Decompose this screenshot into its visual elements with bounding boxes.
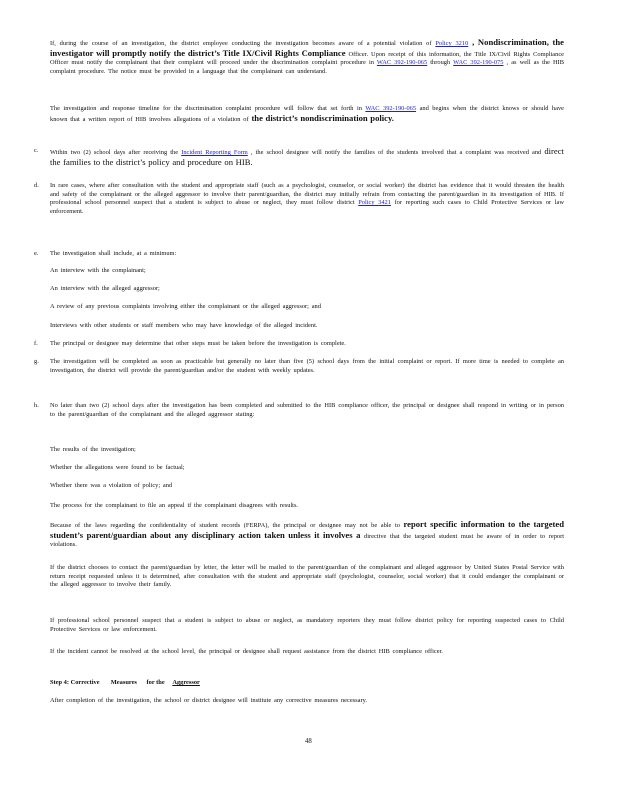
item-g-text: The investigation will be completed as soon as practicable but generally no later than five (5) school days from the initial complaint or report. If more time is needed to complete an investigation, the district will provide the parent/guardian and/or the student with weekly updates. (50, 358, 564, 374)
paragraph-letter: If the district chooses to contact the parent/guardian by letter, the letter will be mailed to the parent/guardian of the complainant and alleged aggressor by United States Postal Service with return receipt requested unless it is determined, after consultation with the student and appropriate staff (psychologist, counselor, social worker) that it could endanger the complainant or the alleged aggressor to involve their family. (50, 564, 564, 589)
text-bold: , Nondiscrimination, the investigator will promptly notify the district’s Title IX/Civil Rights Compliance (50, 37, 564, 58)
bullet-item: Whether the allegations were found to be factual; (50, 464, 185, 471)
item-label-e: e. (34, 250, 39, 257)
wac-392-190-065-link-2[interactable]: WAC 392-190-065 (365, 105, 417, 112)
item-label-f: f. (34, 340, 38, 347)
item-label-h: h. (34, 402, 39, 409)
text: Officer. Upon receipt of this information, the Title IX/Civil Rights Compliance Officer must notify the complainant that their complaint will proceed under the discrimination complaint procedure in (50, 50, 564, 67)
text: through (430, 59, 451, 67)
text: , the school designee will notify the families of the students involved that a complaint was received and (250, 149, 542, 156)
text: Aggressor (172, 679, 200, 686)
page-number: 48 (305, 738, 312, 745)
paragraph-ferpa (50, 520, 564, 550)
policy-3421-link[interactable]: Policy 3421 (358, 199, 391, 207)
policy-3210-link[interactable]: Policy 3210 (435, 40, 469, 47)
bullet-item: An interview with the complainant; (50, 267, 146, 274)
step-4-heading (50, 679, 350, 686)
paragraph-title-ix-notice (50, 38, 564, 76)
text-bold: report specific information to the targeted student’s parent/guardian about any disciplinary action taken unless it involves a (50, 519, 564, 540)
bullet-item: Whether there was a violation of policy; and (50, 482, 173, 489)
text: The investigation and response timeline for the discrimination complaint procedure will follow that set forth in (50, 105, 362, 112)
paragraph-hib-compliance: If the incident cannot be resolved at the school level, the principal or designee shall request assistance from the district HIB compliance officer. (50, 648, 443, 655)
paragraph-mandatory-reporters: If professional school personnel suspect that a student is subject to abuse or neglect, as mandatory reporters they must follow district policy for reporting suspected cases to Child Protective Services or law enforcement. (50, 617, 564, 633)
text: Measures (110, 679, 137, 686)
bullet-item: The results of the investigation; (50, 446, 136, 453)
text: If, during the course of an investigation, the district employee conducting the investigation becomes aware of a potential violation of (50, 40, 432, 47)
text: In rare cases, where after consultation with the student and appropriate staff (such as a psychologist, counselor, or social worker) the district has evidence that it would threaten the health and safety of the complainant or the alleged aggressor to involve their parent/guardian, the district may initially refrain from contacting the parent/guardian in its investigation of HIB. If professional school personnel suspect that a student is subject to abuse or neglect, they must follow district (50, 182, 564, 207)
bullet-item: Interviews with other students or staff members who may have knowledge of the alleged incident. (50, 322, 318, 329)
item-c-text (50, 147, 564, 168)
item-f-text: The principal or designee may determine that other steps must be taken before the investigation is complete. (50, 340, 346, 347)
paragraph-corrective-measures: After completion of the investigation, the school or district designee will institute any corrective measures necessary. (50, 697, 367, 704)
item-label-g: g. (34, 358, 39, 365)
text: Because of the laws regarding the confidentiality of student records (FERPA), the principal or designee may not be able to (50, 522, 400, 529)
incident-reporting-form-link[interactable]: Incident Reporting Form (181, 149, 248, 156)
bullet-item: A review of any previous complaints involving either the complainant or the alleged aggressor; and (50, 303, 321, 310)
text-bold: the district’s nondiscrimination policy. (251, 112, 394, 123)
text: Step 4: Corrective (50, 679, 100, 686)
bullet-item: The process for the complainant to file an appeal if the complainant disagrees with results. (50, 502, 299, 509)
wac-392-190-065-link[interactable]: WAC 392-190-065 (376, 59, 428, 67)
text-large: direct the families to the district’s policy and procedure on HIB. (50, 146, 564, 167)
paragraph-timeline (50, 105, 564, 124)
text: for the (146, 679, 165, 686)
item-e-text: The investigation shall include, at a minimum: (50, 250, 177, 257)
text: and begins when the district knows or should have known that a written report of HIB involves allegations of a violation of (50, 105, 564, 123)
item-d-text (50, 182, 564, 216)
text: for reporting such cases to Child Protective Services or law enforcement. (50, 199, 564, 215)
item-h-text: No later than two (2) school days after the investigation has been completed and submitted to the HIB compliance officer, the principal or designee shall respond in writing or in person to the parent/guardian of the complainant and the alleged aggressor stating: (50, 402, 564, 418)
wac-392-190-075-link[interactable]: WAC 392-190-075 (453, 59, 504, 67)
text: , as well as the HIB complaint procedure. The notice must be provided in a language that the complainant can understand. (50, 59, 564, 75)
text: Within two (2) school days after receiving the (50, 149, 179, 156)
item-label-c: c. (34, 147, 39, 154)
bullet-item: An interview with the alleged aggressor; (50, 285, 160, 292)
item-label-d: d. (34, 182, 39, 189)
text: directive that the targeted student must be aware of in order to report violations. (50, 532, 564, 549)
